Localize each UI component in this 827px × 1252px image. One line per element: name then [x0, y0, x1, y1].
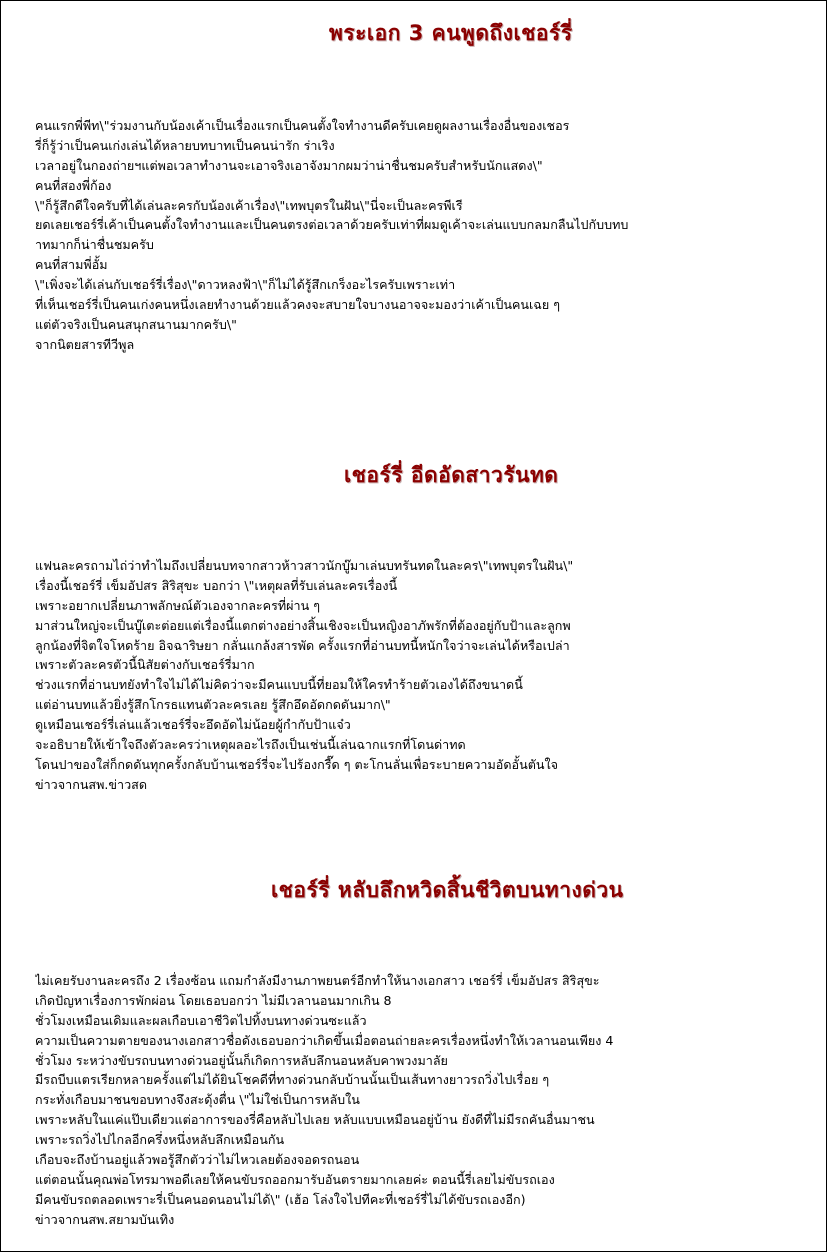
body-line: ที่เห็นเชอร์รี่เป็นคนเก่งคนหนึ่งเลยทำงานด้วยแล้วคงจะสบายใจบางนอาจจะมองว่าเค้าเป็นคนเฉย ๆ [35, 297, 561, 313]
body-line: เพราะหลับในแค่แป๊บเดียวแต่อาการของรี่คือหลับไปเลย หลับแบบเหมือนอยู่บ้าน ยังดีที่ไม่มีรถคันอื่นมาชน [35, 1112, 595, 1128]
body-line: ชั่วโมงเหมือนเดิมและผลเกือบเอาชีวิตไปทิ้งบนทางด่วนซะแล้ว [35, 1012, 367, 1028]
article-body [35, 116, 805, 355]
body-line: จากนิตยสารทีวีพูล [35, 336, 135, 352]
body-line: กระทั่งเกือบมาชนขอบทางจึงสะดุ้งตื่น \"ไม่ใช่เป็นการหลับใน [35, 1092, 360, 1108]
body-line: ข่าวจากนสพ.สยามบันเทิง [35, 1211, 175, 1227]
body-line: าทมากก็น่าชื่นชมครับ [35, 237, 154, 253]
body-line: คนที่สองพี่ก้อง [35, 177, 112, 193]
body-line: เพราะตัวละครตัวนี้นิสัยต่างกับเชอร์รี่มาก [35, 657, 255, 673]
body-line: จะอธิบายให้เข้าใจถึงตัวละครว่าเหตุผลอะไรถึงเป็นเช่นนี้เล่นฉากแรกที่โดนด่าทด [35, 737, 466, 753]
article-title: เชอร์รี่ หลับลึกหวิดสิ้นชีวิตบนทางด่วน [271, 878, 624, 902]
body-line: \"ก็รู้สึกดีใจครับที่ได้เล่นละครกับน้องเค้าเรื่อง\"เทพบุตรในฝัน\"นี่จะเป็นละครพีเรี [35, 197, 463, 213]
body-line: เวลาอยู่ในกองถ่ายฯแต่พอเวลาทำงานจะเอาจริงเอาจังมากผมว่าน่าชื่นชมครับสำหรับนักแสดง\" [35, 157, 543, 173]
body-line: \"เพิ่งจะได้เล่นกับเชอร์รี่เรื่อง\"ดาวหลงฟ้า\"ก็ไม่ได้รู้สึกเกร็งอะไรครับเพราะเท่า [35, 277, 456, 293]
body-line: มีรถบีบแตรเรียกหลายครั้งแต่ไม่ได้ยินโชคดีที่ทางด่วนกลับบ้านนั้นเป็นเส้นทางยาวรถวิ่งไปเรื่อย ๆ [35, 1072, 550, 1088]
body-line: ช่วงแรกที่อ่านบทยังทำใจไม่ได้ไม่คิดว่าจะมีคนแบบนี้ที่ยอมให้ใครทำร้ายตัวเองได้ถึงขนาดนี้ [35, 677, 523, 693]
body-line: ไม่เคยรับงานละครถึง 2 เรื่องซ้อน แถมกำลังมีงานภาพยนตร์อีกทำให้นางเอกสาว เชอร์รี่ เข็มอัปสร สิริสุขะ [35, 973, 600, 988]
body-line: เกิดปัญหาเรื่องการพักผ่อน โดยเธอบอกว่า ไม่มีเวลานอนมากเกิน 8 [35, 992, 392, 1008]
body-line: เกือบจะถึงบ้านอยู่แล้วพอรู้สึกตัวว่าไม่ไหวเลยต้องจอดรถนอน [35, 1152, 360, 1168]
body-line: ยดเลยเชอร์รี่เค้าเป็นคนตั้งใจทำงานและเป็นคนตรงต่อเวลาด้วยครับเท่าที่ผมดูเค้าจะเล่นแบบกลมกลืนไปกับบทบ [35, 217, 629, 233]
body-line: เพราะอยากเปลี่ยนภาพลักษณ์ตัวเองจากละครที่ผ่าน ๆ [35, 597, 320, 613]
body-line: คนแรกพี่พีท\"ร่วมงานกับน้องเค้าเป็นเรื่องแรกเป็นคนตั้งใจทำงานดีครับเคยดูผลงานเรื่องอื่นของเชอร [35, 118, 570, 133]
article-title: พระเอก 3 คนพูดถึงเชอร์รี่ [329, 21, 573, 45]
body-line: รี่ก็รู้ว่าเป็นคนเก่งเล่นได้หลายบทบาทเป็นคนน่ารัก ร่าเริง [35, 137, 335, 153]
body-line: แต่ตอนนั้นคุณพ่อโทรมาพอดีเลยให้คนขับรถออกมารับอันตรายมากเลยค่ะ ตอนนี้รี่เลยไม่ขับรถเอง [35, 1171, 555, 1187]
body-line: เพราะรถวิ่งไปไกลอีกครึ่งหนึ่งหลับลึกเหมือนกัน [35, 1132, 285, 1148]
article-body [35, 556, 805, 795]
article-body [35, 971, 805, 1230]
body-line: เรื่องนี้เชอร์รี่ เข็มอัปสร สิริสุขะ บอกว่า \"เหตุผลที่รับเล่นละครเรื่องนี้ [35, 577, 398, 593]
body-line: แต่อ่านบทแล้วยิ่งรู้สึกโกรธแทนตัวละครเลย รู้สึกอึดอัดกดดันมาก\" [35, 697, 391, 713]
article-title: เชอร์รี่ อีดอัดสาวรันทด [344, 463, 559, 487]
body-line: ดูเหมือนเชอร์รี่เล่นแล้วเชอร์รี่จะอึดอัดไม่น้อยผู้กำกับป้าแจ๋ว [35, 717, 351, 733]
body-line: คนที่สามพี่อั้ม [35, 257, 108, 273]
body-line: มาส่วนใหญ่จะเป็นบู๊เตะต่อยแต่เรื่องนี้แตกต่างอย่างสิ้นเชิงจะเป็นหญิงอาภัพรักที่ต้องอยู่กับป้าและลูกพ [35, 617, 571, 633]
body-line: ชั่วโมง ระหว่างขับรถบนทางด่วนอยู่นั้นก็เกิดการหลับลึกนอนหลับคาพวงมาลัย [35, 1052, 448, 1068]
body-line: แต่ตัวจริงเป็นคนสนุกสนานมากครับ\" [35, 316, 237, 332]
body-line: แฟนละครถามไถ่ว่าทำไมถึงเปลี่ยนบทจากสาวห้าวสาวนักบู๊มาเล่นบทรันทดในละคร\"เทพบุตรในฝัน\" [35, 558, 574, 573]
body-line: ี่ลูกน้องที่จิตใจโหดร้าย อิจฉาริษยา กลั่นแกล้งสารพัด ครั้งแรกที่อ่านบทนี้หนักใจว่าจะเล่นได้หรือเปล่า [35, 637, 570, 653]
body-line: มีคนขับรถตลอดเพราะรี่เป็นคนอดนอนไม่ได้\" (เฮ้อ โล่งใจไปทีคะที่เชอร์รี่ไม่ได้ขับรถเองอีก) [35, 1191, 526, 1207]
body-line: ความเป็นความตายของนางเอกสาวชื่อดังเธอบอกว่าเกิดขึ้นเมื่อตอนถ่ายละครเรื่องหนึ่งทำให้เวลานอนเพียง 4 [35, 1032, 614, 1048]
body-line: ข่าวจากนสพ.ข่าวสด [35, 776, 148, 792]
body-line: โดนปาของใส่ก็กดดันทุกครั้งกลับบ้านเชอร์รี่จะไปร้องกรี๊ด ๆ ตะโกนลั่นเพื่อระบายความอัดอั้นตันใจ [35, 756, 559, 772]
